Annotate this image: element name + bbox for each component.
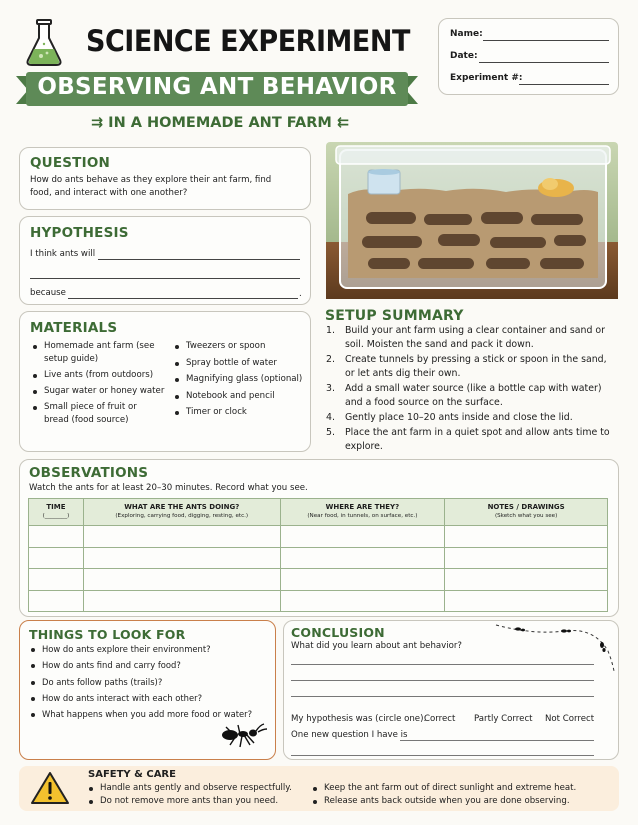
materials-list-1 bbox=[30, 340, 170, 427]
table-cell[interactable] bbox=[29, 547, 84, 569]
table-cell[interactable] bbox=[445, 590, 608, 612]
table-row bbox=[29, 547, 608, 569]
safety-list-1 bbox=[86, 782, 306, 808]
experiment-number-field[interactable] bbox=[519, 84, 609, 85]
conclusion-input-3[interactable] bbox=[291, 696, 594, 697]
ant-trail-icon bbox=[494, 621, 618, 673]
table-cell[interactable] bbox=[83, 526, 280, 548]
table-cell[interactable] bbox=[83, 590, 280, 612]
table-cell[interactable] bbox=[445, 526, 608, 548]
warning-icon bbox=[30, 771, 70, 805]
table-cell[interactable] bbox=[280, 569, 445, 591]
column-header: WHERE ARE THEY? (Near food, in tunnels, on surface, etc.) bbox=[280, 499, 445, 526]
table-cell[interactable] bbox=[29, 526, 84, 548]
because-label: because bbox=[30, 288, 66, 298]
list-item: How do ants explore their environment? bbox=[28, 643, 268, 656]
table-row bbox=[29, 526, 608, 548]
name-field[interactable] bbox=[483, 40, 609, 41]
table-cell[interactable] bbox=[29, 590, 84, 612]
hypothesis-box bbox=[19, 216, 311, 305]
hypothesis-input-2[interactable] bbox=[30, 278, 300, 279]
look-for-list bbox=[28, 643, 268, 721]
new-question-label: One new question I have is bbox=[291, 730, 408, 740]
observations-title: OBSERVATIONS bbox=[29, 465, 149, 481]
date-label: Date: bbox=[450, 51, 478, 61]
hypothesis-title: HYPOTHESIS bbox=[30, 225, 129, 241]
list-item: What happens when you add more food or water? bbox=[28, 708, 268, 721]
question-title: QUESTION bbox=[30, 155, 110, 171]
material-item: Tweezers or spoon bbox=[172, 340, 308, 353]
conclusion-input-2[interactable] bbox=[291, 680, 594, 681]
setup-step: 4. Gently place 10–20 ants inside and close the lid. bbox=[326, 412, 573, 423]
material-item: Live ants (from outdoors) bbox=[30, 369, 170, 382]
observations-table bbox=[28, 498, 608, 612]
period: . bbox=[299, 289, 302, 299]
conclusion-prompt: What did you learn about ant behavior? bbox=[291, 641, 462, 651]
date-field[interactable] bbox=[479, 62, 609, 63]
material-item: Homemade ant farm (see setup guide) bbox=[30, 340, 170, 366]
flask-icon bbox=[24, 18, 64, 68]
setup-step: 3. Add a small water source (like a bottle cap with water) and a food source on the surface. bbox=[326, 383, 602, 408]
setup-step: 2. Create tunnels by pressing a stick or spoon in the sand, or let ants dig their own. bbox=[326, 354, 607, 379]
material-item: Small piece of fruit or bread (food source) bbox=[30, 401, 150, 427]
material-item: Magnifying glass (optional) bbox=[172, 373, 308, 386]
hypothesis-line-label: I think ants will bbox=[30, 249, 96, 259]
list-item: Handle ants gently and observe respectfully. bbox=[86, 782, 306, 795]
table-cell[interactable] bbox=[280, 547, 445, 569]
table-row bbox=[29, 569, 608, 591]
table-cell[interactable] bbox=[29, 569, 84, 591]
setup-steps bbox=[320, 324, 610, 454]
table-row bbox=[29, 590, 608, 612]
setup-step: 5. Place the ant farm in a quiet spot and allow ants time to explore. bbox=[326, 427, 610, 452]
experiment-number-label: Experiment #: bbox=[450, 73, 523, 83]
question-text: How do ants behave as they explore their ant farm, find food, and interact with one another? bbox=[30, 175, 272, 198]
safety-title: SAFETY & CARE bbox=[88, 769, 176, 780]
materials-title: MATERIALS bbox=[30, 320, 118, 336]
safety-list-2 bbox=[310, 782, 610, 808]
because-input[interactable] bbox=[68, 298, 298, 299]
table-cell[interactable] bbox=[83, 547, 280, 569]
table-cell[interactable] bbox=[280, 526, 445, 548]
list-item: How do ants interact with each other? bbox=[28, 692, 268, 705]
page-title: SCIENCE EXPERIMENT bbox=[86, 24, 410, 58]
option-partly-correct[interactable]: Partly Correct bbox=[474, 714, 533, 724]
option-not-correct[interactable]: Not Correct bbox=[545, 714, 595, 724]
student-info-box bbox=[438, 18, 619, 95]
new-question-input-2[interactable] bbox=[291, 755, 594, 756]
list-item: Release ants back outside when you are done observing. bbox=[310, 795, 610, 808]
materials-list-2 bbox=[172, 340, 308, 419]
material-item: Spray bottle of water bbox=[172, 357, 308, 370]
column-header: TIME (________) bbox=[29, 499, 84, 526]
banner-title: OBSERVING ANT BEHAVIOR bbox=[37, 74, 397, 100]
option-correct[interactable]: Correct bbox=[424, 714, 456, 724]
ant-icon bbox=[220, 721, 268, 751]
setup-title: SETUP SUMMARY bbox=[325, 308, 464, 324]
table-cell[interactable] bbox=[280, 590, 445, 612]
table-cell[interactable] bbox=[83, 569, 280, 591]
table-header-row bbox=[29, 499, 608, 526]
look-for-title: THINGS TO LOOK FOR bbox=[29, 627, 186, 642]
question-box bbox=[19, 147, 311, 210]
ant-farm-photo bbox=[326, 142, 618, 299]
table-cell[interactable] bbox=[445, 547, 608, 569]
column-header: NOTES / DRAWINGS (Sketch what you see) bbox=[445, 499, 608, 526]
list-item: Do not remove more ants than you need. bbox=[86, 795, 306, 808]
subtitle-text: IN A HOMEMADE ANT FARM bbox=[108, 115, 332, 131]
table-cell[interactable] bbox=[445, 569, 608, 591]
hypothesis-input-1[interactable] bbox=[98, 259, 300, 260]
look-for-box bbox=[19, 620, 276, 760]
observations-instructions: Watch the ants for at least 20–30 minutes. Record what you see. bbox=[29, 483, 308, 493]
list-item: How do ants find and carry food? bbox=[28, 659, 268, 672]
hypothesis-result-label: My hypothesis was (circle one): bbox=[291, 714, 427, 724]
conclusion-box bbox=[283, 620, 619, 760]
arrow-right-icon: ⇉ bbox=[90, 115, 109, 131]
setup-step: 1. Build your ant farm using a clear container and sand or soil. Moisten the sand and pack it down. bbox=[326, 325, 606, 350]
material-item: Timer or clock bbox=[172, 406, 308, 419]
name-label: Name: bbox=[450, 29, 483, 39]
list-item: Keep the ant farm out of direct sunlight and extreme heat. bbox=[310, 782, 610, 795]
list-item: Do ants follow paths (trails)? bbox=[28, 676, 268, 689]
new-question-input[interactable] bbox=[400, 740, 594, 741]
subtitle bbox=[60, 115, 380, 131]
material-item: Notebook and pencil bbox=[172, 390, 308, 403]
material-item: Sugar water or honey water bbox=[30, 385, 170, 398]
column-header: WHAT ARE THE ANTS DOING? (Exploring, carrying food, digging, resting, etc.) bbox=[83, 499, 280, 526]
materials-box bbox=[19, 311, 311, 452]
conclusion-title: CONCLUSION bbox=[291, 625, 385, 640]
arrow-left-icon: ⇇ bbox=[331, 115, 350, 131]
